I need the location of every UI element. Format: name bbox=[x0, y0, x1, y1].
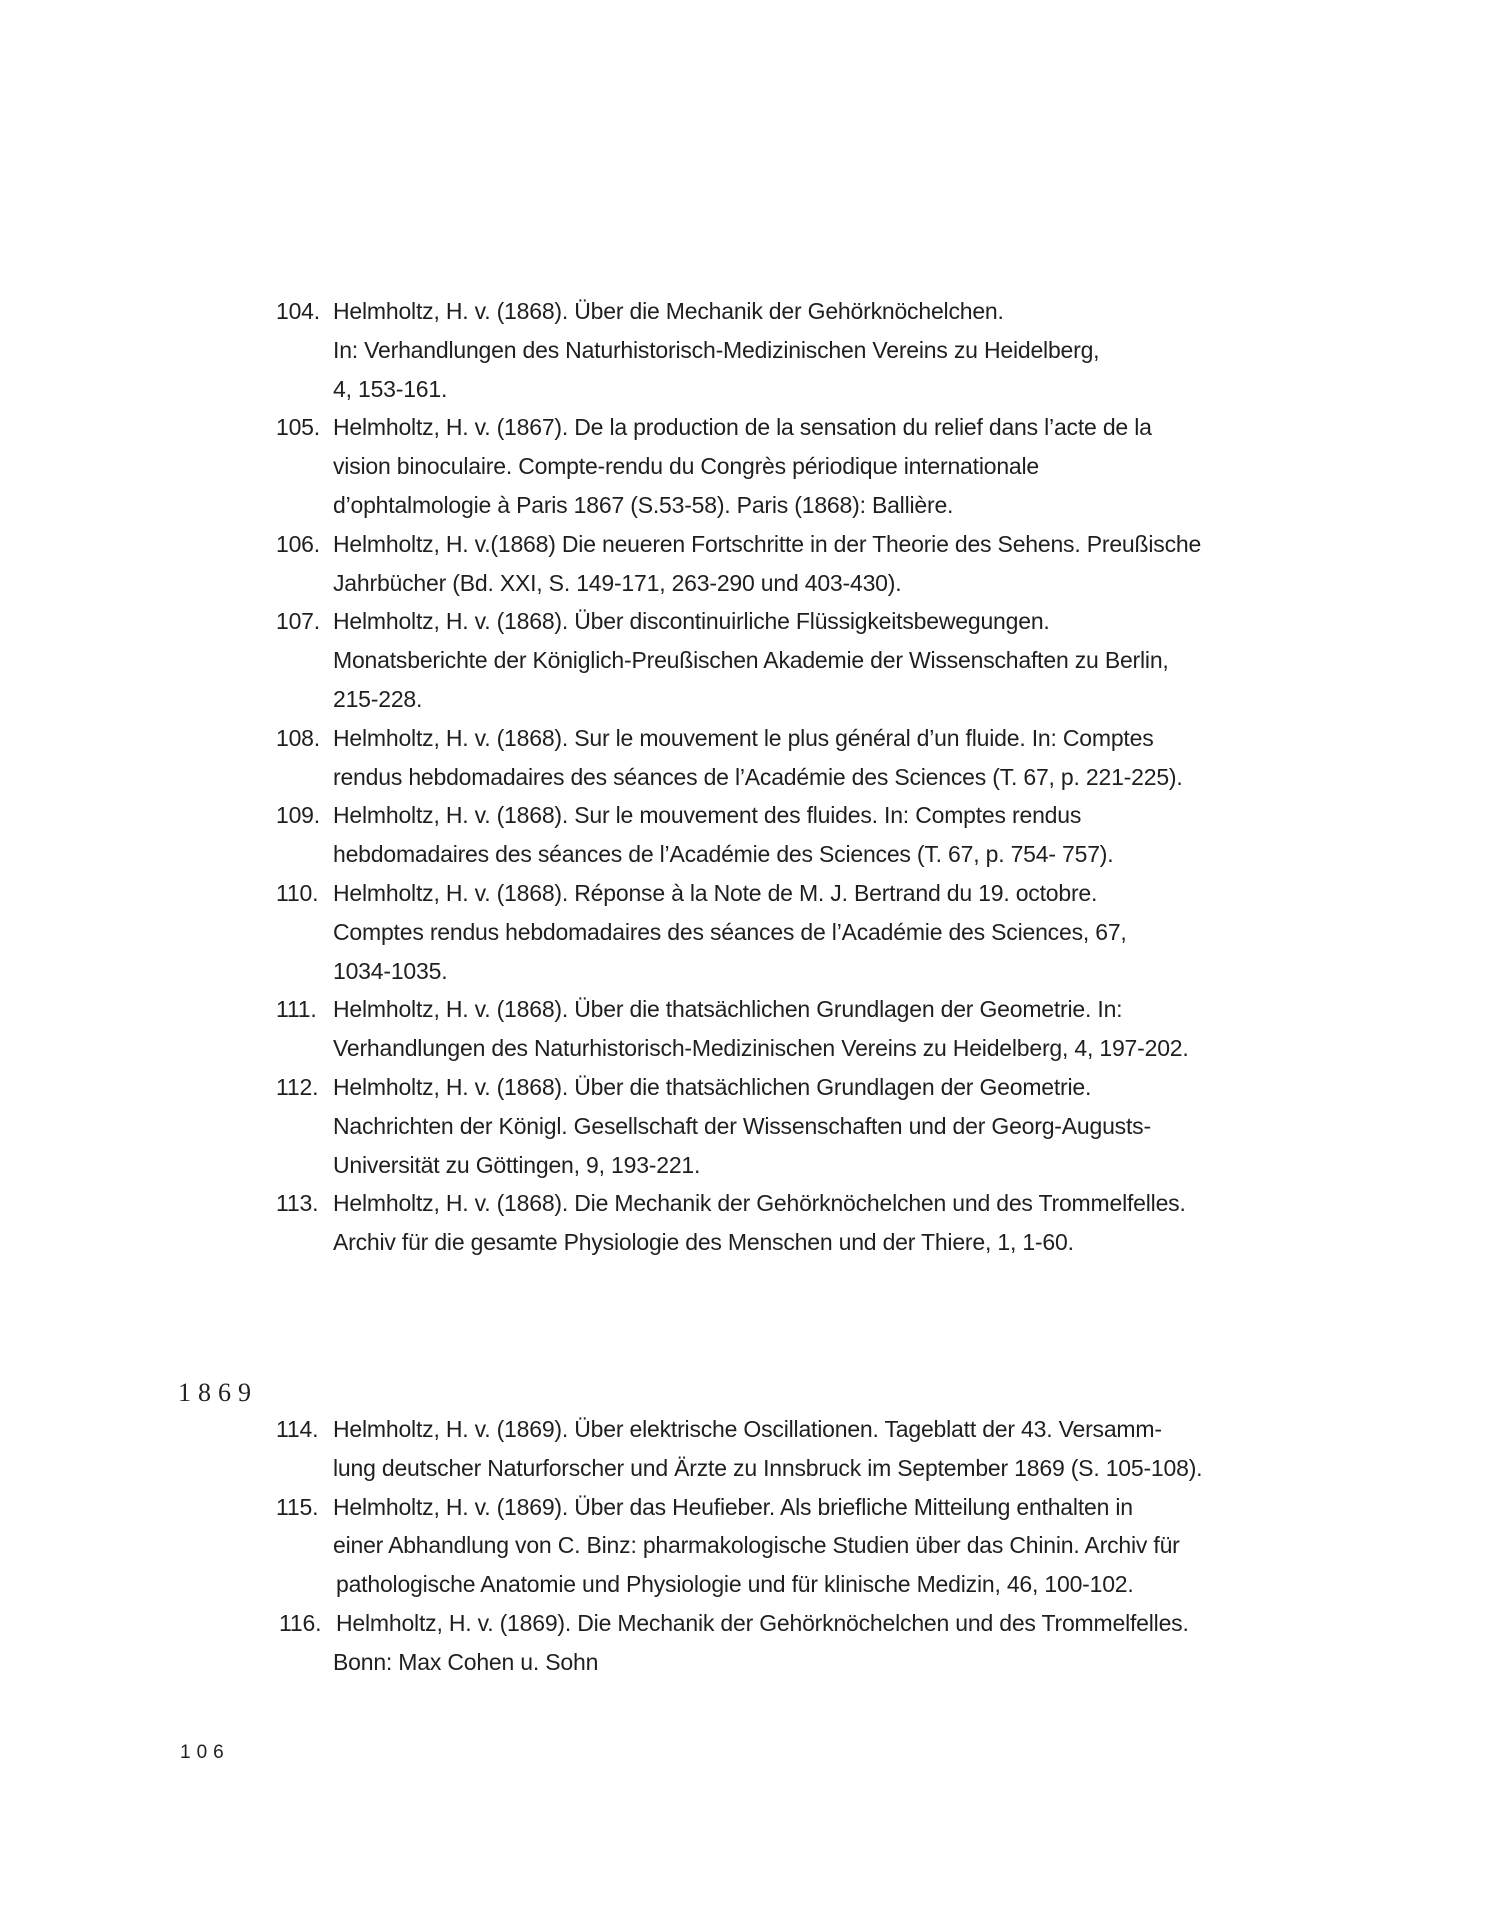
bibliography-entry-104 bbox=[276, 292, 1336, 408]
entry-number: 109. bbox=[276, 802, 320, 829]
entry-line: 4, 153-161. bbox=[333, 375, 448, 402]
bibliography-entry-112 bbox=[276, 1068, 1336, 1184]
entry-number: 108. bbox=[276, 724, 320, 751]
entry-line: 110. Helmholtz, H. v. (1868). Réponse à la Note de M. J. Bertrand du 19. octobre. bbox=[276, 874, 1336, 913]
entry-line: Bonn: Max Cohen u. Sohn bbox=[333, 1648, 599, 1675]
page-number: 106 bbox=[180, 1742, 230, 1763]
entry-line: In: Verhandlungen des Naturhistorisch-Medizinischen Vereins zu Heidelberg, bbox=[333, 336, 1100, 363]
entry-line: 114. Helmholtz, H. v. (1869). Über elektrische Oscillationen. Tageblatt der 43. Versamm- bbox=[276, 1410, 1336, 1449]
entry-line: 107. Helmholtz, H. v. (1868). Über discontinuirliche Flüssigkeitsbewegungen. bbox=[276, 602, 1336, 641]
bibliography-entry-108 bbox=[276, 719, 1336, 797]
entry-line: 215-228. bbox=[333, 685, 423, 712]
entry-number: 116. bbox=[279, 1609, 322, 1636]
entry-line: 113. Helmholtz, H. v. (1868). Die Mechanik der Gehörknöchelchen und des Trommelfelles. bbox=[276, 1184, 1336, 1223]
bibliography-entry-109 bbox=[276, 796, 1336, 874]
entry-line: Verhandlungen des Naturhistorisch-Medizinischen Vereins zu Heidelberg, 4, 197-202. bbox=[333, 1035, 1189, 1062]
entry-line: pathologische Anatomie und Physiologie und für klinische Medizin, 46, 100-102. bbox=[336, 1571, 1134, 1598]
entry-number: 113. bbox=[276, 1190, 319, 1217]
entry-number: 105. bbox=[276, 414, 320, 441]
entry-line: d’ophtalmologie à Paris 1867 (S.53-58). Paris (1868): Ballière. bbox=[333, 491, 954, 518]
bibliography-entry-116 bbox=[276, 1604, 1336, 1682]
bibliography-entry-115 bbox=[276, 1488, 1336, 1604]
entry-line: 109. Helmholtz, H. v. (1868). Sur le mouvement des fluides. In: Comptes rendus bbox=[276, 796, 1336, 835]
bibliography-entry-113 bbox=[276, 1184, 1336, 1262]
bibliography-entry-105 bbox=[276, 408, 1336, 524]
entry-line: Monatsberichte der Königlich-Preußischen Akademie der Wissenschaften zu Berlin, bbox=[333, 647, 1169, 674]
entry-line: Universität zu Göttingen, 9, 193-221. bbox=[333, 1151, 701, 1178]
bibliography-list-1869 bbox=[276, 1410, 1336, 1682]
entry-number: 115. bbox=[276, 1493, 319, 1520]
year-heading-1869: 1869 bbox=[178, 1378, 258, 1407]
bibliography-list-1868 bbox=[276, 292, 1336, 1262]
entry-line: 112. Helmholtz, H. v. (1868). Über die thatsächlichen Grundlagen der Geometrie. bbox=[276, 1068, 1336, 1107]
bibliography-entry-106 bbox=[276, 525, 1336, 603]
entry-number: 110. bbox=[276, 879, 319, 906]
entry-number: 111. bbox=[276, 996, 317, 1023]
entry-number: 106. bbox=[276, 530, 320, 557]
entry-line: Comptes rendus hebdomadaires des séances de l’Académie des Sciences, 67, bbox=[333, 918, 1127, 945]
entry-line: rendus hebdomadaires des séances de l’Académie des Sciences (T. 67, p. 221-225). bbox=[333, 763, 1183, 790]
bibliography-entry-114 bbox=[276, 1410, 1336, 1488]
entry-line: 111. Helmholtz, H. v. (1868). Über die thatsächlichen Grundlagen der Geometrie. In: bbox=[276, 990, 1336, 1029]
entry-line: lung deutscher Naturforscher und Ärzte zu Innsbruck im September 1869 (S. 105-108). bbox=[333, 1454, 1203, 1481]
entry-line: 108. Helmholtz, H. v. (1868). Sur le mouvement le plus général d’un fluide. In: Comptes bbox=[276, 719, 1336, 758]
entry-line: 106. Helmholtz, H. v.(1868) Die neueren Fortschritte in der Theorie des Sehens. Preußische bbox=[276, 525, 1336, 564]
entry-line: 104. Helmholtz, H. v. (1868). Über die Mechanik der Gehörknöchelchen. bbox=[276, 292, 1336, 331]
entry-line: Archiv für die gesamte Physiologie des Menschen und der Thiere, 1, 1-60. bbox=[333, 1229, 1074, 1256]
entry-line: vision binoculaire. Compte-rendu du Congrès périodique internationale bbox=[333, 453, 1040, 480]
bibliography-entry-110 bbox=[276, 874, 1336, 990]
entry-number: 114. bbox=[276, 1416, 319, 1442]
entry-line: Nachrichten der Königl. Gesellschaft der Wissenschaften und der Georg-Augusts- bbox=[333, 1112, 1151, 1139]
entry-number: 107. bbox=[276, 608, 320, 635]
entry-number: 112. bbox=[276, 1073, 319, 1100]
bibliography-entry-111 bbox=[276, 990, 1336, 1068]
bibliography-entry-107 bbox=[276, 602, 1336, 718]
entry-line: hebdomadaires des séances de l’Académie des Sciences (T. 67, p. 754- 757). bbox=[333, 841, 1114, 868]
entry-line: 115. Helmholtz, H. v. (1869). Über das Heufieber. Als briefliche Mitteilung enthalten in bbox=[276, 1488, 1336, 1527]
entry-number: 104. bbox=[276, 298, 320, 324]
entry-line: Jahrbücher (Bd. XXI, S. 149-171, 263-290 und 403-430). bbox=[333, 569, 902, 596]
entry-line: einer Abhandlung von C. Binz: pharmakologische Studien über das Chinin. Archiv für bbox=[333, 1532, 1180, 1559]
entry-line: 1034-1035. bbox=[333, 957, 448, 984]
entry-line: 116. Helmholtz, H. v. (1869). Die Mechanik der Gehörknöchelchen und des Trommelfelles. bbox=[276, 1604, 1336, 1643]
entry-line: 105. Helmholtz, H. v. (1867). De la production de la sensation du relief dans l’acte de la bbox=[276, 408, 1336, 447]
